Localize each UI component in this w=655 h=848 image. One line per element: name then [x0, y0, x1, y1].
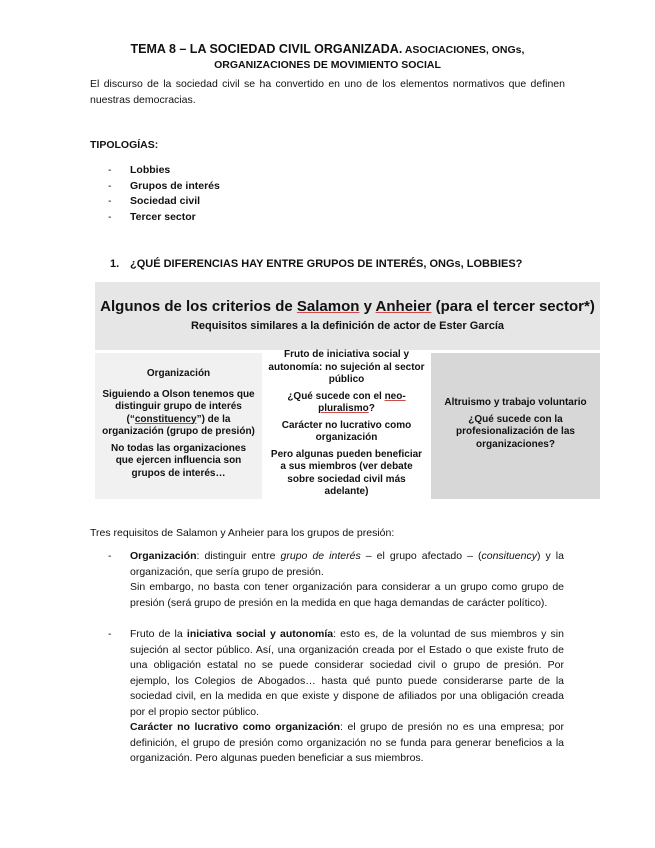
requirement-item: - Fruto de la iniciativa social y autonomía: esto es, de la voluntad de sus miembros y sin sujeción al sector público. Así, una organización creada por el Estado o que existe fruto de una obligación estatal no se puede considerar sociedad civil o grupo de presión. Por ejemplo, los Colegios de Abogados… hasta qué punto puede considerarse parte de la sociedad civil, en la medida en que existe y dispone de afiliados por una obligación creada por el propio sector público. Carácter no lucrativo como organización: el grupo de presión no es una empresa; por definición, el grupo de presión como organización no se funda para generar beneficios a la organización. Pero algunas pueden beneficiar a sus miembros. [108, 627, 564, 767]
typologies-list [108, 163, 220, 225]
table-columns [95, 349, 600, 499]
list-item: - Grupos de interés [108, 179, 220, 195]
requirement-item: - Organización: distinguir entre grupo de interés – el grupo afectado – (consituency) y la organización, que sería grupo de presión. Sin embargo, no basta con tener organización para considerar a un grupo como grupo de presión (será grupo de presión en la medida en que haga demandas de carácter político). [108, 549, 564, 611]
criteria-table [95, 282, 600, 499]
typologies-heading: TIPOLOGÍAS: [90, 139, 159, 151]
title-main: TEMA 8 – LA SOCIEDAD CIVIL ORGANIZADA. [130, 42, 403, 56]
section-heading [110, 258, 522, 270]
cell-text: ¿Qué sucede con la profesionalización de las organizaciones? [456, 413, 575, 450]
table-subtitle: Requisitos similares a la definición de actor de Ester García [190, 320, 504, 332]
cell-text: Carácter no lucrativo como organización [281, 419, 412, 444]
intro-paragraph: El discurso de la sociedad civil se ha convertido en uno de los elementos normativos que definen nuestras democracias. [90, 78, 565, 106]
title-small: ASOCIACIONES, ONGs, [402, 44, 525, 56]
requirement-text: Fruto de la iniciativa social y autonomía: esto es, de la voluntad de sus miembros y sin sujeción al sector público. Así, una organización creada por el Estado o que existe fruto de una obligación estatal no se puede considerar sociedad civil o grupo de presión. Por ejemplo, los Colegios de Abogados… hasta qué punto puede considerarse parte de la sociedad civil, en la medida en que existe y dispone de afiliados por una obligación creada por el propio sector público. [130, 628, 564, 718]
cell-text: ¿Qué sucede con el neo-pluralismo? [287, 390, 406, 415]
cell-text: No todas las organizaciones que ejercen influencia son grupos de interés… [110, 442, 247, 479]
cell-text: Siguiendo a Olson tenemos que distinguir grupo de interés (“constituency”) de la organización (grupo de presión) [102, 388, 255, 437]
section-number: 1. [110, 258, 120, 270]
list-item: - Sociedad civil [108, 194, 220, 210]
requirement-text: Sin embargo, no basta con tener organización para considerar a un grupo como grupo de presión (será grupo de presión en la medida en que haga demandas de carácter político). [130, 581, 564, 609]
requirement-text: Carácter no lucrativo como organización: el grupo de presión no es una empresa; por definición, el grupo de presión como organización no se funda para generar beneficios a la organización. Pero algunas pueden beneficiar a sus miembros. [130, 721, 564, 764]
cell-heading: Organización [146, 368, 211, 379]
table-cell-organizacion [95, 353, 262, 499]
cell-text: Pero algunas pueden beneficiar a sus miembros (ver debate sobre sociedad civil más adelante) [270, 448, 423, 498]
cell-text: Altruismo y trabajo voluntario [444, 397, 587, 408]
document-title [0, 41, 655, 72]
title-line2: ORGANIZACIONES DE MOVIMIENTO SOCIAL [214, 59, 441, 71]
requirement-text: Organización: distinguir entre grupo de interés – el grupo afectado – (consituency) y la organización, que sería grupo de presión. [130, 550, 564, 578]
table-header [95, 282, 600, 350]
section-title: ¿QUÉ DIFERENCIAS HAY ENTRE GRUPOS DE INTERÉS, ONGs, LOBBIES? [130, 258, 523, 270]
table-title: Algunos de los criterios de Salamon y Anheier (para el tercer sector*) [100, 298, 595, 315]
list-item: - Tercer sector [108, 210, 220, 226]
table-cell-iniciativa [262, 349, 431, 499]
cell-text: Fruto de iniciativa social y autonomía: no sujeción al sector público [268, 349, 425, 386]
table-cell-altruismo [431, 353, 600, 499]
list-item: - Lobbies [108, 163, 220, 179]
requirements-intro: Tres requisitos de Salamon y Anheier para los grupos de presión: [90, 527, 395, 539]
